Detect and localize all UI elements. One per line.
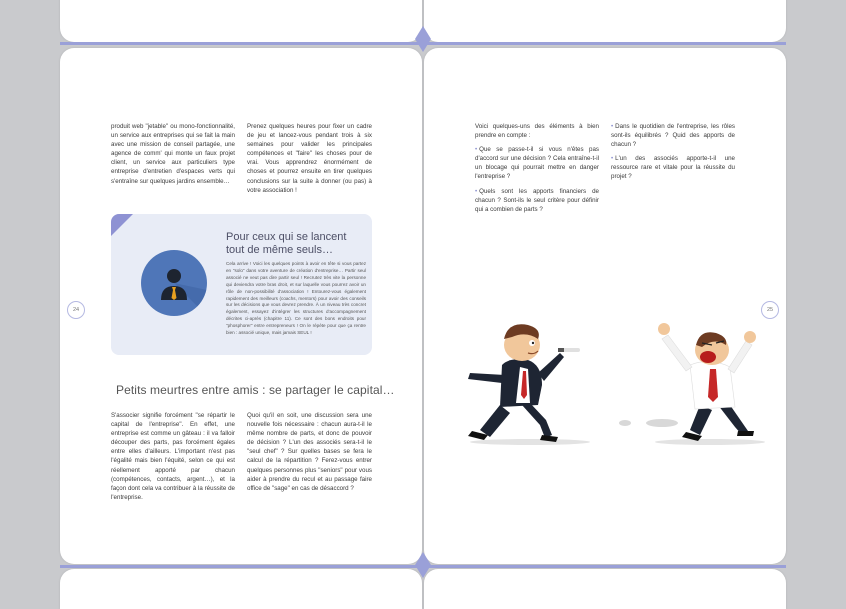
chaser-figure [468, 324, 580, 442]
callout-body: Cela arrive ! Voici les quelques points à avoir en tête si vous partez en "solo" dans votre aventure de création d'entreprise… Partir seul associé ne veut pas dire partir seul ! Recrutez très vite la personne qui deviendra votre bras droit, et sur laquelle vous pourrez avoir un rôle de non-possibilité d'association ! Entourez-vous également rapidement des meilleurs (coachs, mentors) pour avoir des conseils sur les décisions que vous devrez prendre. À un niveau très concret également, essayez d'intégrer les structures d'accompagnement décrites ci-après (chapitre 11). Ce sont des bons endroits pour "phosphorer" entre entrepreneurs ! On le répète pour que ça rentre bien : associé unique, mais jamais SEUL ! [226, 261, 366, 336]
spine-notch-top [414, 26, 432, 52]
previous-spread-right-page [424, 0, 786, 42]
next-spread-left-page [60, 569, 422, 609]
right-column-1 [475, 122, 599, 219]
list-item: • Dans le quotidien de l'entreprise, les rôles sont-ils équilibrés ? Quid des apports de chacun ? [611, 123, 735, 149]
list-item: • L'un des associés apporte-t-il une ressource rare et vitale pour la réussite du projet ? [611, 155, 735, 181]
chase-illustration [450, 305, 780, 455]
list-item: • Quels sont les apports financiers de chacun ? Sont-ils le seul critère pour définir qui a combien de parts ? [475, 187, 599, 213]
bullet-list-2 [611, 122, 735, 182]
right-column-2 [611, 122, 735, 187]
page-number-left: 24 [67, 301, 85, 319]
next-spread-right-page [424, 569, 786, 609]
list-item: • Que se passe-t-il si vous n'êtes pas d'accord sur une décision ? Cela entraîne-t-il un blocage qui pourrait mettre en danger l'entreprise ? [475, 146, 599, 181]
section-title: Petits meurtres entre amis : se partager le capital… [116, 383, 395, 397]
page-number-right: 25 [761, 301, 779, 319]
left-column-3: S'associer signifie forcément "se répartir le capital de l'entreprise". En effet, une entreprise est comme un gâteau : il va falloir découper des parts, pas forcément égales entre elles d'ailleurs. L'important n'est pas l'égalité mais bien l'équité, selon ce qui est réellement apporté par chacun (compétences, contacts, argent…), et la façon dont cela va contribuer à la réussite de l'entreprise. [111, 412, 235, 501]
bullet-list-1 [475, 145, 599, 214]
previous-spread-left-page [60, 0, 422, 42]
left-column-1: produit web "jetable" ou mono-fonctionnalité, un service aux entreprises qui se fait la main avec une mission de conseil partagée, une agence de comm' qui monte un faux projet client, un service aux particuliers type entreprise d'entretien d'espaces verts qui s'entraîne sur quelques jardins ensemble… [111, 123, 235, 185]
solo-founder-callout [111, 214, 372, 355]
left-column-4: Quoi qu'il en soit, une discussion sera une nouvelle fois nécessaire : chacun aura-t-il le même nombre de parts, et donc de pouvoir de décision ? L'un des associés sera-t-il le "seul chef" ? Sur quelles bases se fera le calcul de la répartition ? Ferez-vous entrer quelques personnes plus "seniors" pour vous aider à prendre du recul et au passage faire office de "sage" en cas de désaccord ? [247, 412, 372, 492]
callout-corner-accent [111, 214, 133, 236]
spine-notch-bottom [414, 552, 432, 578]
callout-title: Pour ceux qui se lancent tout de même seuls… [226, 231, 347, 256]
left-column-2: Prenez quelques heures pour fixer un cadre de jeu et lancez-vous pendant trois à six semaines pour valider les principales compétences et "faire" les choses pour de vrai. Vous apprendrez énormément de choses et pourrez ensuite en tirer quelques conclusions sur la suite à donner (ou pas) à votre association ! [247, 123, 372, 194]
right-intro: Voici quelques-uns des éléments à bien prendre en compte : [475, 123, 599, 140]
businessman-avatar-icon [141, 250, 207, 316]
